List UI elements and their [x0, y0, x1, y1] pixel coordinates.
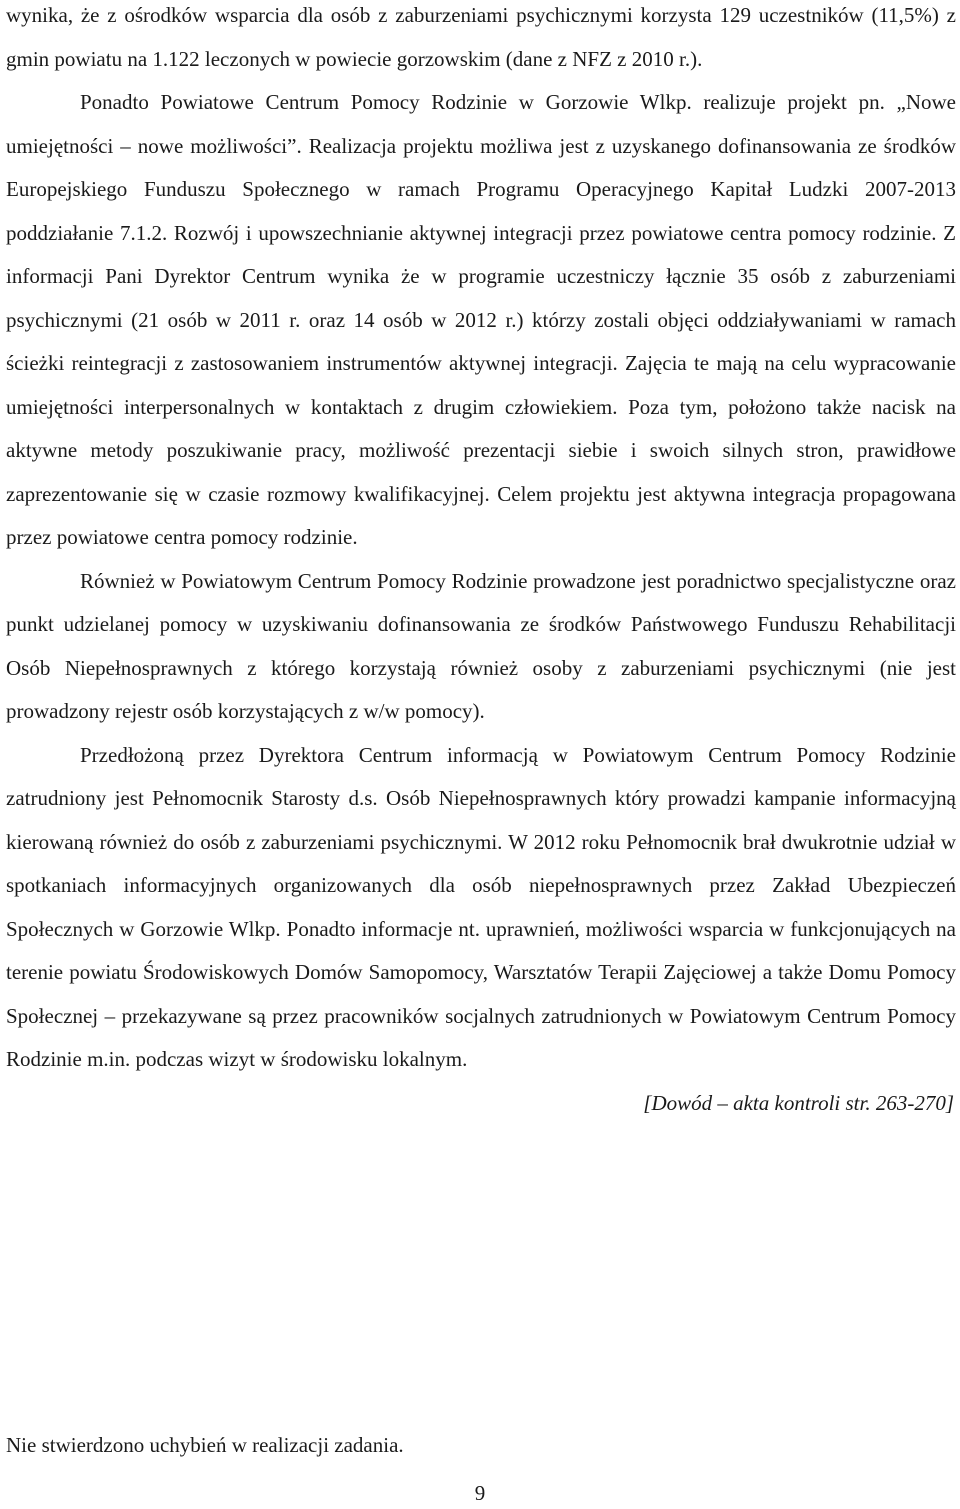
- page-number: 9: [474, 1481, 486, 1505]
- paragraph-continuation: wynika, że z ośrodków wsparcia dla osób z zaburzeniami psychicznymi korzysta 129 uczestników (11,5%) z gmin powiatu na 1.122 leczonych w powiecie gorzowskim (dane z NFZ z 2010 r.).: [6, 3, 956, 71]
- paragraph-project: Ponadto Powiatowe Centrum Pomocy Rodzinie w Gorzowie Wlkp. realizuje projekt pn. „Nowe umiejętności – nowe możliwości”. Realizacja projektu możliwa jest z uzyskanego dofinansowania ze środków Europejskiego Funduszu Społecznego w ramach Programu Operacyjnego Kapitał Ludzki 2007-2013 poddziałanie 7.1.2. Rozwój i upowszechnianie aktywnej integracji przez powiatowe centra pomocy rodzinie. Z informacji Pani Dyrektor Centrum wynika że w programie uczestniczy łącznie 35 osób z zaburzeniami psychicznymi (21 osób w 2011 r. oraz 14 osób w 2012 r.) którzy zostali objęci oddziaływaniami w ramach ścieżki reintegracji z zastosowaniem instrumentów aktywnej integracji. Zajęcia te mają na celu wypracowanie umiejętności interpersonalnych w kontaktach z drugim człowiekiem. Poza tym, położono także nacisk na aktywne metody poszukiwanie pracy, możliwość prezentacji siebie i swoich silnych stron, prawidłowe zaprezentowanie się w czasie rozmowy kwalifikacyjnej. Celem projektu jest aktywna integracja propagowana przez powiatowe centra pomocy rodzinie.: [6, 90, 956, 549]
- paragraph-counseling: Również w Powiatowym Centrum Pomocy Rodzinie prowadzone jest poradnictwo specjalistyczne oraz punkt udzielanej pomocy w uzyskiwaniu dofinansowania ze środków Państwowego Funduszu Rehabilitacji Osób Niepełnosprawnych z którego korzystają również osoby z zaburzeniami psychicznymi (nie jest prowadzony rejestr osób korzystających z w/w pomocy).: [6, 568, 956, 723]
- audit-conclusion: Nie stwierdzono uchybień w realizacji zadania.: [6, 1433, 404, 1457]
- evidence-reference: [Dowód – akta kontroli str. 263-270]: [643, 1090, 954, 1115]
- document-page: [6, 0, 956, 1125]
- paragraph-plenipotentiary: Przedłożoną przez Dyrektora Centrum informacją w Powiatowym Centrum Pomocy Rodzinie zatrudniony jest Pełnomocnik Starosty d.s. Osób Niepełnosprawnych który prowadzi kampanie informacyjną kierowaną również do osób z zaburzeniami psychicznymi. W 2012 roku Pełnomocnik brał dwukrotnie udział w spotkaniach informacyjnych organizowanych dla osób niepełnosprawnych przez Zakład Ubezpieczeń Społecznych w Gorzowie Wlkp. Ponadto informacje nt. uprawnień, możliwości wsparcia w funkcjonujących na terenie powiatu Środowiskowych Domów Samopomocy, Warsztatów Terapii Zajęciowej a także Domu Pomocy Społecznej – przekazywane są przez pracowników socjalnych zatrudnionych w Powiatowym Centrum Pomocy Rodzinie m.in. podczas wizyt w środowisku lokalnym.: [6, 742, 956, 1071]
